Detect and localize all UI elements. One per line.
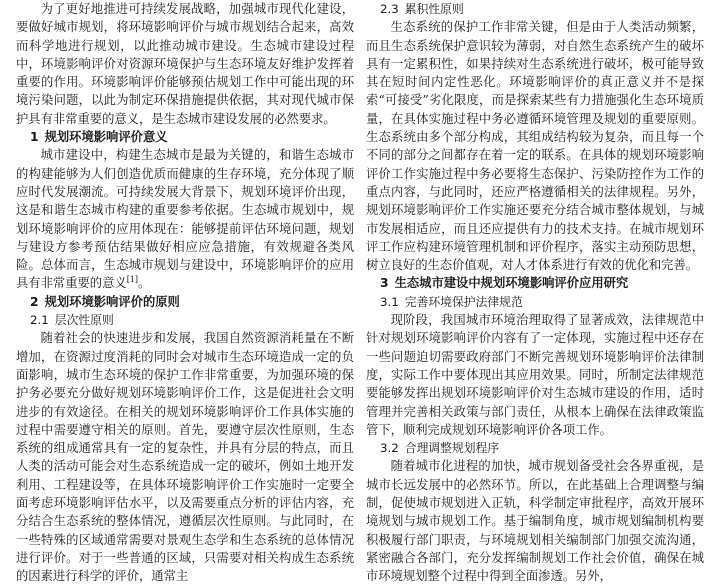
subsection-3-2-paragraph: 随着城市化进程的加快，城市规划备受社会各界重视，是城市长远发展中的必然环节。所以，在此基础上合理调整与编制，促使城市规划进入正轨，科学制定审批程序，高效开展环境规划与城市规划工作。基于编制角度，城市规划编制机构要积极履行部门职责，与环境规划相关编制部门加强交流沟通，紧密融合各部门，充分发挥编制规划工作社会价值，确保在城市环境规划整个过程中得到全面渗透。另外， bbox=[366, 459, 704, 584]
section-1-heading bbox=[16, 128, 354, 146]
subsection-number: 2.1 bbox=[30, 313, 49, 328]
subsection-2-1-heading bbox=[16, 311, 354, 329]
section-1-paragraph bbox=[16, 146, 354, 292]
subsection-2-3-heading bbox=[366, 0, 704, 18]
section-title: 规划环境影响评价的原则 bbox=[44, 294, 180, 309]
section-title: 规划环境影响评价意义 bbox=[44, 130, 168, 145]
intro-paragraph: 为了更好地推进可持续发展战略，加强城市现代化建设，要做好城市规划，将环境影响评价与城市规划结合起来，高效而科学地进行规划，以此推动城市建设。生态城市建设过程中，环境影响评价对资源环境保护与生态环境友好维护发挥着重要的作用。环境影响评价能够预估规划工作中可能出现的环境污染问题，以此为制定环保措施提供依据，其对现代城市保护具有非常重要的意义，是生态城市建设发展的必然要求。 bbox=[16, 2, 354, 126]
right-column bbox=[366, 0, 704, 586]
left-column bbox=[16, 0, 354, 586]
section-title: 生态城市建设中规划环境影响评价应用研究 bbox=[394, 276, 629, 291]
subsection-title: 完善环境保护法律规范 bbox=[404, 294, 523, 309]
subsection-2-1-paragraph: 随着社会的快速进步和发展，我国自然资源消耗量在不断增加，在资源过度消耗的同时会对城市生态环境造成一定的负面影响，城市生态环境的保护工作非常重要，为加强环境的保护务必要充分做好规划环境影响评价工作，这是促进社会文明进步的有效途径。在相关的规划环境影响评价工作具体实施的过程中需要遵守相关的原则。首先，要遵守层次性原则，生态系统的组成通常具有一定的复杂性，并具有分层的特点，而且人类的活动可能会对生态系统造成一定的破坏，例如土地开发利用、工程建设等，在具体环境影响评价工作实施时一定要全面考虑环境影响评估水平，以及需要重点分析的评估内容，充分结合生态系统的整体情况，遵循层次性原则。与此同时，在一些特殊的区域通常需要对景观生态学和生态系统的总体情况进行评价。对于一些普通的区域，只需要对相关构成生态系统的因素进行科学的评价，通常主 bbox=[16, 331, 354, 584]
citation: [1] bbox=[126, 275, 139, 285]
subsection-number: 2.3 bbox=[380, 2, 399, 16]
subsection-3-1-heading bbox=[366, 293, 704, 311]
subsection-3-1-paragraph: 现阶段，我国城市环境治理取得了显著成效，法律规范中针对规划环境影响评价内容有了一定体现，实施过程中还存在一些问题迫切需要政府部门不断完善规划环境影响评价法律制度，实际工作中要体现出其应用效果。同时，所制定法律规范要能够发挥出规划环境影响评价对生态城市建设的作用，适时管理并完善相关政策与部门责任，从根本上确保在法律政策监管下，顺利完成规划环境影响评价各项工作。 bbox=[366, 313, 704, 437]
subsection-2-3-paragraph: 生态系统的保护工作非常关键，但是由于人类活动频繁，而且生态系统保护意识较为薄弱，对自然生态系统产生的破坏具有一定累积性，如果持续对生态系统进行破坏，极可能导致其在短时间内定性恶化。环境影响评价的真正意义并不是探索“可接受”劣化限度，而是探索某些有力措施强化生态环境质量，在具体实施过程中务必遵循环境管理及规划的重要原则。生态系统由多个部分构成，其组成结构较为复杂，而且每一个不同的部分之间都存在着一定的联系。在具体的规划环境影响评价工作实施过程中务必要将生态保护、污染防控作为工作的重点内容，与此同时，还应严格遵循相关的法律规程。另外，规划环境影响评价工作实施还要充分结合城市整体规划，与城市发展相适应，而且还应提供有力的技术支持。在城市规划环评工作应构建环境管理机制和评价程序，落实主动预防思想，树立良好的生态价值观，对人才体系进行有效的优化和完善。 bbox=[366, 20, 704, 273]
subsection-title: 合理调整规划程序 bbox=[404, 441, 500, 456]
section-number: 3 bbox=[380, 276, 389, 291]
subsection-number: 3.1 bbox=[380, 294, 399, 309]
section-3-heading bbox=[366, 274, 704, 292]
subsection-3-2-heading bbox=[366, 439, 704, 457]
paragraph-text-end: 。 bbox=[138, 276, 151, 291]
section-2-heading bbox=[16, 293, 354, 311]
subsection-title: 层次性原则 bbox=[54, 313, 114, 328]
section-number: 2 bbox=[30, 294, 39, 309]
section-number: 1 bbox=[30, 130, 39, 145]
subsection-title: 累积性原则 bbox=[404, 2, 464, 16]
subsection-number: 3.2 bbox=[380, 441, 399, 456]
paragraph-text: 城市建设中，构建生态城市是最为关键的，和谐生态城市的构建能够为人们创造优质而健康的生存环境，充分体现了顺应时代发展潮流。可持续发展大背景下，规划环境评价出现，这是和谐生态城市构建的重要参考依据。生态城市规划中，规划环境影响评价的应用体现在：能够提前评估环境问题，规划与建设方参考预估结果做好相应应急措施，有效规避各类风险。总体而言，生态城市规划与建设中，环境影响评价的应用具有非常重要的意义 bbox=[16, 148, 354, 291]
